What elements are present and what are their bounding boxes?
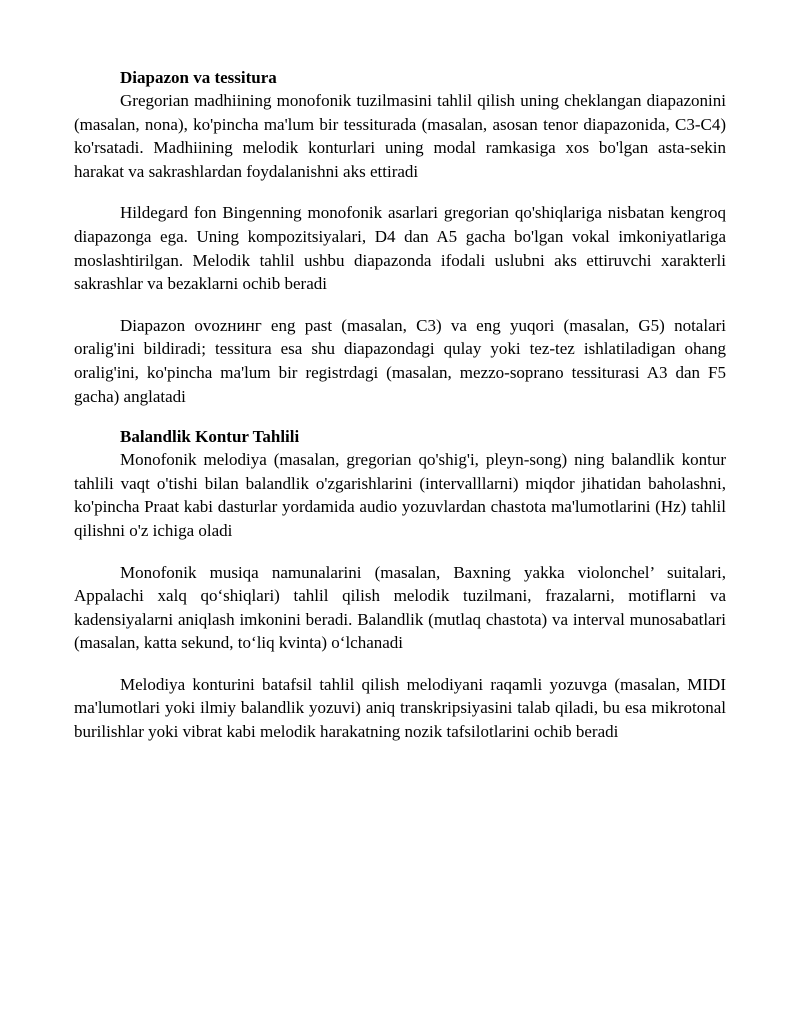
- paragraph: Gregorian madhiining monofonik tuzilmasini tahlil qilish uning cheklangan diapazonini (masalan, nona), ko'pincha ma'lum bir tessiturada (masalan, asosan tenor diapazonida, C3-C4) ko'rsatadi. Madhiining melodik konturlari uning modal ramkasiga xos bo'lgan asta-sekin harakat va sakrashlardan foydalanishni aks ettiradi: [74, 91, 726, 181]
- paragraph: Melodiya konturini batafsil tahlil qilish melodiyani raqamli yozuvga (masalan, MIDI ma'lumotlari yoki ilmiy balandlik yozuvi) aniq transkripsiyasini talab qiladi, bu esa mikrotonal burilishlar yoki vibrat kabi melodik harakatning nozik tafsilotlarini ochib beradi: [74, 674, 726, 742]
- paragraph: Monofonik musiqa namunalarini (masalan, Baxning yakka violonchel’ suitalari, Appalachi xalq qo‘shiqlari) tahlil qilish melodik tuzilmani, frazalarni, motiflarni va kadensiyalarni aniqlash imkonini beradi. Balandlik (mutlaq chastota) va interval munosabatlari (masalan, katta sekund, to‘liq kvinta) o‘lchanadi: [74, 562, 726, 653]
- paragraph: Diapazon ovozнинг eng past (masalan, C3) va eng yuqori (masalan, G5) notalari oralig'ini bildiradi; tessitura esa shu diapazondagi qulay yoki tez-tez ishlatiladigan ohang oralig'ini, ko'pincha ma'lum bir registrdagi (masalan, mezzo-soprano tessiturasi A3 dan F5 gacha) anglatadi: [74, 315, 726, 406]
- paragraph: Hildegard fon Bingenning monofonik asarlari gregorian qo'shiqlariga nisbatan kengroq diapazonga ega. Uning kompozitsiyalari, D4 dan A5 gacha bo'lgan vokal imkoniyatlariga moslashtirilgan. Melodik tahlil ushbu diapazonda ifodali uslubni aks ettiruvchi xarakterli sakrashlar va bezaklarni ochib beradi: [74, 203, 726, 294]
- document-page: [74, 66, 726, 744]
- paragraph: Monofonik melodiya (masalan, gregorian qo'shig'i, pleyn-song) ning balandlik kontur tahlili vaqt o'tishi bilan balandlik o'zgarishlarini (intervalllarni) miqdor jihatidan baholashni, ko'pincha Praat kabi dasturlar yordamida audio yozuvlardan chastota ma'lumotlarini (Hz) tahlil qilishni o'z ichiga oladi: [74, 450, 726, 540]
- section-heading-balandlik: Balandlik Kontur Tahlili: [120, 427, 300, 447]
- section-heading-diapazon: Diapazon va tessitura: [120, 68, 277, 87]
